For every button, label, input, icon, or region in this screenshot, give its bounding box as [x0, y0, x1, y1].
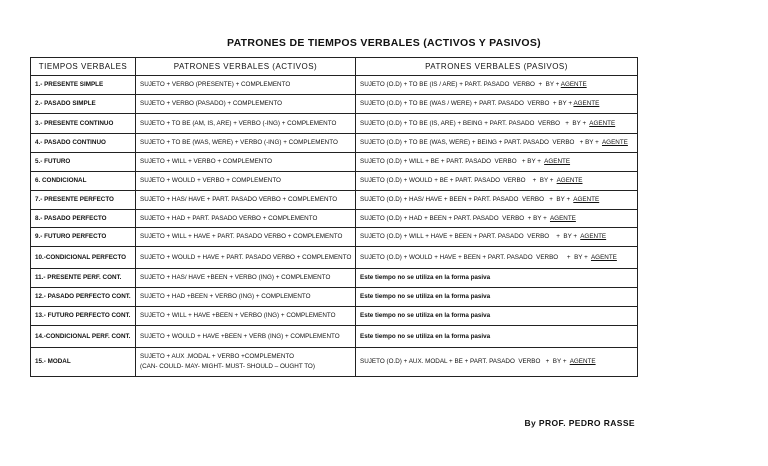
page-title: PATRONES DE TIEMPOS VERBALES (ACTIVOS Y PASIVOS): [227, 37, 541, 49]
active-pattern: [136, 288, 356, 307]
active-pattern: [136, 269, 356, 288]
active-pattern: [136, 247, 356, 269]
passive-pattern: [356, 76, 638, 95]
table-row: [31, 76, 638, 95]
passive-pattern: [356, 210, 638, 228]
table-row: [31, 348, 638, 377]
passive-pattern-text: SUJETO (O.D) + HAD + BEEN + PART. PASADO VERBO + BY +: [360, 214, 550, 222]
active-pattern-text: SUJETO + WILL + HAVE + PART. PASADO VERBO + COMPLEMENTO: [140, 233, 343, 241]
passive-pattern-text: SUJETO (O.D) + WILL + HAVE + BEEN + PART. PASADO VERBO + BY +: [360, 233, 581, 241]
passive-pattern: [356, 114, 638, 134]
active-pattern-text: SUJETO + VERBO (PRESENTE) + COMPLEMENTO: [140, 81, 291, 89]
passive-pattern-text: SUJETO (O.D) + WOULD + BE + PART. PASADO VERBO + BY +: [360, 177, 557, 185]
header-passive-patterns: PATRONES VERBALES (PASIVOS): [356, 58, 638, 76]
active-pattern-text: SUJETO + WOULD + HAVE +BEEN + VERB (ING) + COMPLEMENTO: [140, 332, 340, 340]
active-pattern-text: SUJETO + AUX .MODAL + VERBO +COMPLEMENTO: [140, 353, 295, 361]
table-row: [31, 153, 638, 172]
passive-pattern-text: SUJETO (O.D) + TO BE (IS / ARE) + PART. PASADO VERBO + BY +: [360, 81, 561, 89]
table-row: [31, 326, 638, 348]
tense-name: 13.- FUTURO PERFECTO CONT.: [31, 307, 136, 326]
tense-name: 7.- PRESENTE PERFECTO: [31, 191, 136, 210]
active-pattern: [136, 134, 356, 153]
tense-name: 8.- PASADO PERFECTO: [31, 210, 136, 228]
passive-not-used-note: Este tiempo no se utiliza en la forma pasiva: [356, 326, 638, 348]
active-pattern: [136, 95, 356, 114]
tense-name: 14.-CONDICIONAL PERF. CONT.: [31, 326, 136, 348]
table-row: [31, 247, 638, 269]
active-pattern: [136, 307, 356, 326]
active-pattern: [136, 191, 356, 210]
table-row: [31, 172, 638, 191]
header-active-patterns: PATRONES VERBALES (ACTIVOS): [136, 58, 356, 76]
passive-pattern: [356, 134, 638, 153]
agent-label: AGENTE: [569, 358, 596, 366]
passive-pattern-text: SUJETO (O.D) + HAS/ HAVE + BEEN + PART. PASADO VERBO + BY +: [360, 196, 574, 204]
agent-label: AGENTE: [573, 196, 600, 204]
active-pattern: [136, 228, 356, 247]
table-row: [31, 307, 638, 326]
tense-name: 5.- FUTURO: [31, 153, 136, 172]
passive-pattern: [356, 228, 638, 247]
passive-pattern-text: SUJETO (O.D) + WILL + BE + PART. PASADO VERBO + BY +: [360, 158, 545, 166]
table-row: [31, 269, 638, 288]
verb-tense-table: [30, 57, 638, 377]
tense-name: 3.- PRESENTE CONTINUO: [31, 114, 136, 134]
active-pattern: [136, 76, 356, 95]
agent-label: AGENTE: [544, 158, 571, 166]
passive-pattern: [356, 153, 638, 172]
table-row: [31, 228, 638, 247]
active-pattern-text: SUJETO + WOULD + VERBO + COMPLEMENTO: [140, 177, 281, 185]
table-header-row: [31, 58, 638, 76]
passive-pattern-text: SUJETO (O.D) + TO BE (IS, ARE) + BEING + PART. PASADO VERBO + BY +: [360, 119, 590, 127]
passive-pattern: [356, 247, 638, 269]
header-tenses: TIEMPOS VERBALES: [31, 58, 136, 76]
active-pattern-text: SUJETO + HAD + PART. PASADO VERBO + COMPLEMENTO: [140, 214, 318, 222]
passive-pattern: [356, 172, 638, 191]
passive-not-used-note: Este tiempo no se utiliza en la forma pasiva: [356, 288, 638, 307]
tense-name: 6. CONDICIONAL: [31, 172, 136, 191]
agent-label: AGENTE: [580, 233, 607, 241]
table-row: [31, 114, 638, 134]
passive-pattern: [356, 95, 638, 114]
tense-name: 2.- PASADO SIMPLE: [31, 95, 136, 114]
active-pattern-text: SUJETO + TO BE (WAS, WERE) + VERBO (-ING) + COMPLEMENTO: [140, 139, 338, 147]
active-pattern: [136, 153, 356, 172]
active-pattern-text: SUJETO + HAS/ HAVE +BEEN + VERBO (ING) + COMPLEMENTO: [140, 274, 331, 282]
active-pattern-text: SUJETO + HAD +BEEN + VERBO (ING) + COMPLEMENTO: [140, 293, 311, 301]
tense-name: 11.- PRESENTE PERF. CONT.: [31, 269, 136, 288]
agent-label: AGENTE: [556, 177, 583, 185]
active-pattern: [136, 210, 356, 228]
active-pattern: [136, 172, 356, 191]
agent-label: AGENTE: [601, 139, 628, 147]
active-pattern-text: SUJETO + WILL + HAVE +BEEN + VERBO (ING) + COMPLEMENTO: [140, 312, 336, 320]
active-pattern-text: SUJETO + VERBO (PASADO) + COMPLEMENTO: [140, 100, 283, 108]
passive-pattern-text: SUJETO (O.D) + TO BE (WAS, WERE) + BEING + PART. PASADO VERBO + BY +: [360, 139, 602, 147]
active-pattern-text: SUJETO + WOULD + HAVE + PART. PASADO VERBO + COMPLEMENTO: [140, 253, 352, 261]
active-pattern: [136, 326, 356, 348]
passive-not-used-note: Este tiempo no se utiliza en la forma pasiva: [356, 269, 638, 288]
author-credit: By PROF. PEDRO RASSE: [524, 418, 635, 428]
passive-pattern-text: SUJETO (O.D) + WOULD + HAVE + BEEN + PART. PASADO VERBO + BY +: [360, 253, 591, 261]
passive-pattern-text: SUJETO (O.D) + TO BE (WAS / WERE) + PART. PASADO VERBO + BY +: [360, 100, 574, 108]
tense-name: 15.- MODAL: [31, 348, 136, 377]
active-pattern: [136, 348, 356, 377]
passive-pattern: [356, 191, 638, 210]
active-pattern-text: SUJETO + WILL + VERBO + COMPLEMENTO: [140, 158, 272, 166]
passive-not-used-note: Este tiempo no se utiliza en la forma pasiva: [356, 307, 638, 326]
agent-label: AGENTE: [590, 253, 617, 261]
tense-name: 12.- PASADO PERFECTO CONT.: [31, 288, 136, 307]
table-row: [31, 134, 638, 153]
table-row: [31, 288, 638, 307]
table-row: [31, 210, 638, 228]
modal-list: (CAN- COULD- MAY- MIGHT- MUST- SHOULD – OUGHT TO): [140, 363, 315, 370]
agent-label: AGENTE: [589, 119, 616, 127]
active-pattern: [136, 114, 356, 134]
agent-label: AGENTE: [573, 100, 600, 108]
table-row: [31, 191, 638, 210]
active-pattern-text: SUJETO + TO BE (AM, IS, ARE) + VERBO (-ING) + COMPLEMENTO: [140, 119, 337, 127]
tense-name: 4.- PASADO CONTINUO: [31, 134, 136, 153]
agent-label: AGENTE: [549, 214, 576, 222]
agent-label: AGENTE: [560, 81, 587, 89]
tense-name: 10.-CONDICIONAL PERFECTO: [31, 247, 136, 269]
passive-pattern: [356, 348, 638, 377]
table-row: [31, 95, 638, 114]
tense-name: 1.- PRESENTE SIMPLE: [31, 76, 136, 95]
tense-name: 9.- FUTURO PERFECTO: [31, 228, 136, 247]
active-pattern-text: SUJETO + HAS/ HAVE + PART. PASADO VERBO + COMPLEMENTO: [140, 196, 338, 204]
passive-pattern-text: SUJETO (O.D) + AUX. MODAL + BE + PART. PASADO VERBO + BY +: [360, 358, 570, 366]
